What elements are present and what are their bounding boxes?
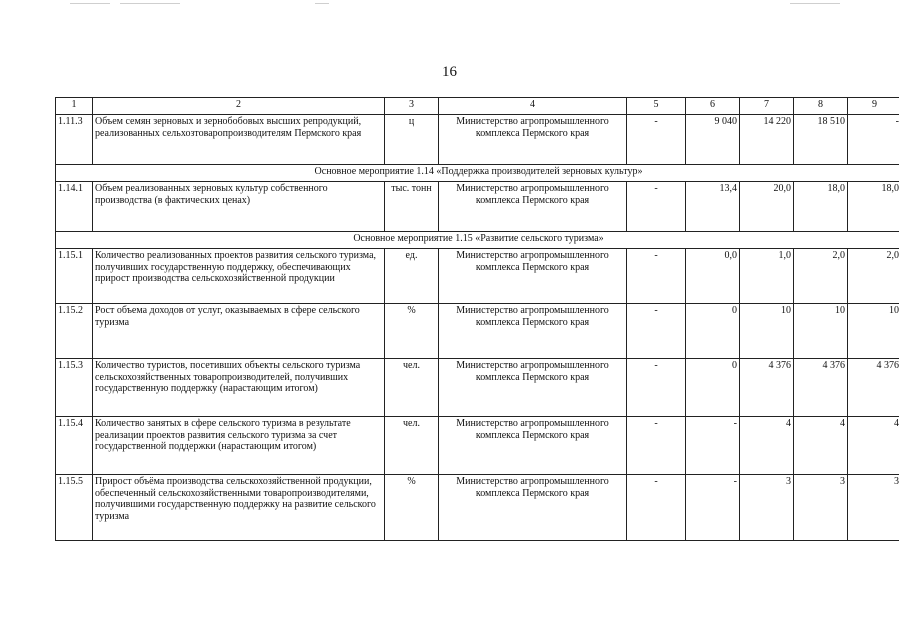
value-cell: 18,0 — [794, 182, 848, 232]
value-cell: 18 510 — [794, 115, 848, 165]
section-title: Основное мероприятие 1.15 «Развитие сельского туризма» — [56, 232, 899, 249]
header-cell: 6 — [686, 98, 740, 115]
header-cell: 7 — [740, 98, 794, 115]
value-cell: 3 — [740, 475, 794, 541]
header-cell: 3 — [385, 98, 439, 115]
table-row — [56, 182, 899, 232]
row-number-cell: 1.15.2 — [56, 304, 93, 359]
value-cell: 1,0 — [740, 249, 794, 304]
responsible-cell: Министерство агропромышленного комплекса Пермского края — [439, 304, 627, 359]
value-cell: 10 — [848, 304, 899, 359]
value-cell: - — [627, 115, 686, 165]
row-number-cell: 1.15.3 — [56, 359, 93, 417]
table-body — [56, 98, 899, 541]
value-cell: 18,0 — [848, 182, 899, 232]
value-cell: 3 — [848, 475, 899, 541]
indicator-name-cell: Количество туристов, посетивших объекты сельского туризма сельскохозяйственных товаропроизводителей, получивших государственную поддержку (нарастающим итогом) — [93, 359, 385, 417]
indicator-name-cell: Объем реализованных зерновых культур собственного производства (в фактических ценах) — [93, 182, 385, 232]
value-cell: 10 — [740, 304, 794, 359]
table-row — [56, 359, 899, 417]
value-cell: - — [627, 249, 686, 304]
value-cell: - — [686, 475, 740, 541]
header-cell: 8 — [794, 98, 848, 115]
value-cell: 4 — [848, 417, 899, 475]
header-cell: 2 — [93, 98, 385, 115]
value-cell: 4 — [740, 417, 794, 475]
section-row — [56, 165, 899, 182]
value-cell: 14 220 — [740, 115, 794, 165]
indicator-name-cell: Объем семян зерновых и зернобобовых высших репродукций, реализованных сельхозтоваропроизводителям Пермского края — [93, 115, 385, 165]
value-cell: 2,0 — [848, 249, 899, 304]
page-number: 16 — [442, 64, 457, 80]
responsible-cell: Министерство агропромышленного комплекса Пермского края — [439, 249, 627, 304]
unit-cell: чел. — [385, 417, 439, 475]
table-row — [56, 417, 899, 475]
table-row — [56, 115, 899, 165]
value-cell: 0 — [686, 359, 740, 417]
table-row — [56, 304, 899, 359]
row-number-cell: 1.11.3 — [56, 115, 93, 165]
value-cell: 0 — [686, 304, 740, 359]
indicator-name-cell: Прирост объёма производства сельскохозяйственной продукции, обеспеченный сельскохозяйственными товаропроизводителями, получившими государственную поддержку на развитие сельского туризма — [93, 475, 385, 541]
value-cell: - — [627, 304, 686, 359]
indicator-name-cell: Рост объема доходов от услуг, оказываемых в сфере сельского туризма — [93, 304, 385, 359]
value-cell: 4 376 — [848, 359, 899, 417]
value-cell: 2,0 — [794, 249, 848, 304]
responsible-cell: Министерство агропромышленного комплекса Пермского края — [439, 475, 627, 541]
value-cell: 20,0 — [740, 182, 794, 232]
table-header-row — [56, 98, 899, 115]
value-cell: 4 376 — [794, 359, 848, 417]
header-cell: 4 — [439, 98, 627, 115]
value-cell: 3 — [794, 475, 848, 541]
indicator-name-cell: Количество занятых в сфере сельского туризма в результате реализации проектов развития сельского туризма за счет государственной поддержки (нарастающим итогом) — [93, 417, 385, 475]
row-number-cell: 1.15.4 — [56, 417, 93, 475]
value-cell: - — [627, 417, 686, 475]
table-row — [56, 249, 899, 304]
value-cell: 0,0 — [686, 249, 740, 304]
value-cell: - — [627, 475, 686, 541]
indicator-name-cell: Количество реализованных проектов развития сельского туризма, получивших государственную поддержку, обеспечивающих прирост производства сельскохозяйственной продукции — [93, 249, 385, 304]
section-title: Основное мероприятие 1.14 «Поддержка производителей зерновых культур» — [56, 165, 899, 182]
unit-cell: тыс. тонн — [385, 182, 439, 232]
value-cell: 4 — [794, 417, 848, 475]
responsible-cell: Министерство агропромышленного комплекса Пермского края — [439, 115, 627, 165]
row-number-cell: 1.14.1 — [56, 182, 93, 232]
header-cell: 5 — [627, 98, 686, 115]
value-cell: - — [627, 182, 686, 232]
unit-cell: чел. — [385, 359, 439, 417]
section-row — [56, 232, 899, 249]
unit-cell: % — [385, 304, 439, 359]
value-cell: - — [686, 417, 740, 475]
row-number-cell: 1.15.1 — [56, 249, 93, 304]
indicators-table — [55, 97, 899, 541]
value-cell: - — [848, 115, 899, 165]
responsible-cell: Министерство агропромышленного комплекса Пермского края — [439, 359, 627, 417]
table-row — [56, 475, 899, 541]
unit-cell: ед. — [385, 249, 439, 304]
responsible-cell: Министерство агропромышленного комплекса Пермского края — [439, 182, 627, 232]
scan-artifact-marks — [0, 0, 899, 10]
value-cell: 13,4 — [686, 182, 740, 232]
unit-cell: % — [385, 475, 439, 541]
value-cell: - — [627, 359, 686, 417]
responsible-cell: Министерство агропромышленного комплекса Пермского края — [439, 417, 627, 475]
value-cell: 4 376 — [740, 359, 794, 417]
value-cell: 9 040 — [686, 115, 740, 165]
row-number-cell: 1.15.5 — [56, 475, 93, 541]
value-cell: 10 — [794, 304, 848, 359]
unit-cell: ц — [385, 115, 439, 165]
header-cell: 9 — [848, 98, 899, 115]
header-cell: 1 — [56, 98, 93, 115]
